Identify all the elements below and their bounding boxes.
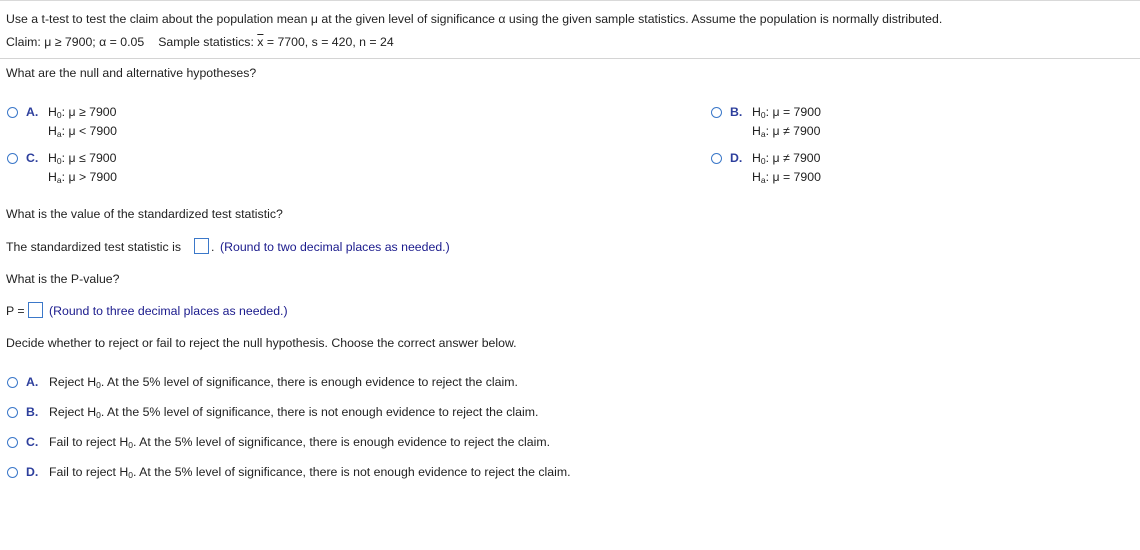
- divider: [0, 58, 1140, 59]
- alt-hypothesis: $H_a$: μ > 7900: [48, 170, 117, 185]
- option-letter: C.: [26, 151, 39, 165]
- option-letter: A.: [26, 375, 39, 389]
- claim-value: μ ≥ 7900; α = 0.05: [44, 35, 145, 49]
- q4-question: Decide whether to reject or fail to reject the null hypothesis. Choose the correct answer below.: [6, 336, 517, 350]
- option-letter: D.: [26, 465, 39, 479]
- alt-hypothesis: $H_a$: μ = 7900: [752, 170, 821, 185]
- option-letter: B.: [730, 105, 743, 119]
- q3-rounding-hint: (Round to three decimal places as needed.): [49, 304, 288, 318]
- radio-button[interactable]: [7, 377, 18, 388]
- option-letter: A.: [26, 105, 39, 119]
- q2-answer-prefix: The standardized test statistic is: [6, 240, 181, 254]
- option-text: Fail to reject $H_0$. At the 5% level of significance, there is not enough evidence to reject the claim.: [49, 465, 571, 480]
- xbar-symbol: $\overline{x}$: [257, 35, 264, 49]
- radio-button[interactable]: [7, 437, 18, 448]
- option-letter: C.: [26, 435, 39, 449]
- null-hypothesis: $H_0$: μ ≠ 7900: [752, 151, 821, 166]
- option-text: Reject $H_0$. At the 5% level of significance, there is not enough evidence to reject the claim.: [49, 405, 539, 420]
- option-text: Reject $H_0$. At the 5% level of significance, there is enough evidence to reject the claim.: [49, 375, 518, 390]
- q2-rounding-hint: (Round to two decimal places as needed.): [220, 240, 450, 254]
- p-value-label: P =: [6, 304, 25, 318]
- radio-button[interactable]: [7, 407, 18, 418]
- problem-claim-line: [6, 35, 394, 49]
- q2-question: What is the value of the standardized test statistic?: [6, 207, 283, 221]
- q3-question: What is the P-value?: [6, 272, 120, 286]
- null-hypothesis: $H_0$: μ = 7900: [752, 105, 821, 120]
- q2-answer-suffix: .: [211, 240, 215, 254]
- radio-button[interactable]: [711, 107, 722, 118]
- top-border: [0, 0, 1140, 1]
- radio-button[interactable]: [7, 107, 18, 118]
- p-value-input[interactable]: [28, 302, 43, 318]
- alt-hypothesis: $H_a$: μ ≠ 7900: [752, 124, 821, 139]
- radio-button[interactable]: [7, 153, 18, 164]
- radio-button[interactable]: [711, 153, 722, 164]
- radio-button[interactable]: [7, 467, 18, 478]
- stats-values: = 7700, s = 420, n = 24: [263, 35, 394, 49]
- null-hypothesis: $H_0$: μ ≥ 7900: [48, 105, 117, 120]
- problem-instruction: Use a t-test to test the claim about the population mean μ at the given level of significance α using the given sample statistics. Assume the population is normally distributed.: [6, 12, 943, 26]
- null-hypothesis: $H_0$: μ ≤ 7900: [48, 151, 117, 166]
- option-letter: B.: [26, 405, 39, 419]
- option-letter: D.: [730, 151, 743, 165]
- claim-label: Claim:: [6, 35, 45, 49]
- option-text: Fail to reject $H_0$. At the 5% level of significance, there is enough evidence to reject the claim.: [49, 435, 550, 450]
- alt-hypothesis: $H_a$: μ < 7900: [48, 124, 117, 139]
- stats-label: Sample statistics:: [158, 35, 258, 49]
- test-statistic-input[interactable]: [194, 238, 209, 254]
- q1-question: What are the null and alternative hypotheses?: [6, 66, 257, 80]
